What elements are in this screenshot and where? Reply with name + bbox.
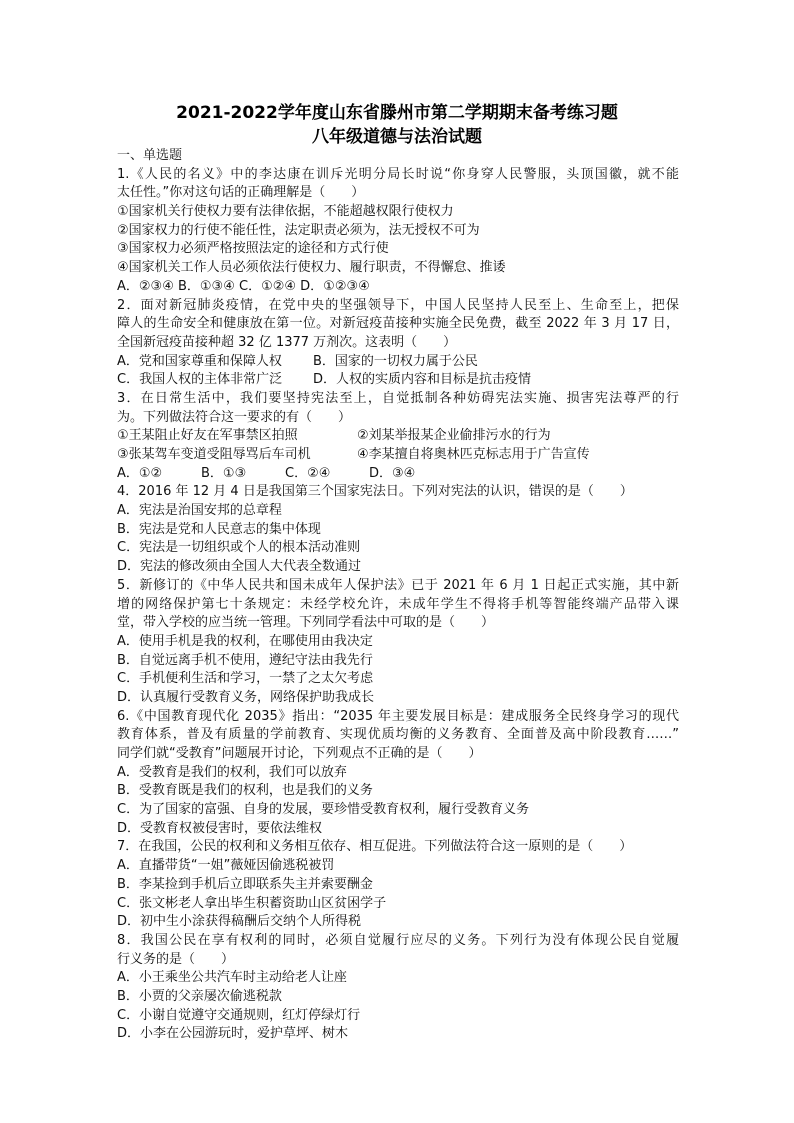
option-c: C．为了国家的富强、自身的发展，要珍惜受教育权利，履行受教育义务 <box>117 802 530 818</box>
option-a: A．直播带货“一姐”薇娅因偷逃税被罚 <box>117 858 335 874</box>
question-6-stem-cont: 同学们就“受教育”问题展开讨论，下列观点不正确的是（ ） <box>117 746 482 761</box>
question-5-stem-cont: 增的网络保护第七十条规定：未经学校允许，未成年学生不得将手机等智能终端产品带入课 <box>117 596 679 612</box>
question-3-statement: ③张某驾车变道受阻辱骂后车司机 <box>117 447 311 462</box>
option-b: B．国家的一切权力属于公民 <box>313 353 478 369</box>
question-7-stem: 7．在我国，公民的权利和义务相互依存、相互促进。下列做法符合这一原则的是（ ） <box>117 839 633 855</box>
question-3-statements-row <box>117 427 679 446</box>
option-b: B．受教育既是我们的权利，也是我们的义务 <box>117 783 373 799</box>
question-1-stem: 1.《人民的名义》中的李达康在训斥光明分局长时说“你身穿人民警服，头顶国徽，就不能 <box>117 166 679 182</box>
question-3-statements-row <box>117 446 679 465</box>
question-1-statement: ③国家权力必须严格按照法定的途径和方式行使 <box>117 241 389 257</box>
option-c: C．小谢自觉遵守交通规则，红灯停绿灯行 <box>117 1007 361 1023</box>
option-d: D．人权的实质内容和目标是抗击疫情 <box>313 372 532 388</box>
option-d: D．③④ <box>369 465 416 481</box>
question-3-statement: ②刘某举报某企业偷排污水的行为 <box>357 428 551 444</box>
document-title: 2021-2022学年度山东省滕州市第二学期期末备考练习题 <box>176 103 618 123</box>
question-1-options: A．②③④ B．①③④ C．①②④ D．①②③④ <box>117 278 370 294</box>
option-c: C．宪法是一切组织或个人的根本活动准则 <box>117 540 361 556</box>
option-a: A．受教育是我们的权利，我们可以放弃 <box>117 764 347 780</box>
question-1-statement: ①国家机关行使权力要有法律依据，不能超越权限行使权力 <box>117 204 454 220</box>
option-d: D．初中生小涂获得稿酬后交纳个人所得税 <box>117 914 362 930</box>
question-2-stem-cont: 全国新冠疫苗接种超 32 亿 1377 万剂次。这表明（ ） <box>117 334 457 350</box>
option-b: B．宪法是党和人民意志的集中体现 <box>117 521 321 537</box>
option-d: D．小李在公园游玩时，爱护草坪、树木 <box>117 1026 349 1042</box>
question-5-stem-cont: 堂，带入学校的应当统一管理。下列同学看法中可取的是（ ） <box>117 615 495 631</box>
option-b: B．自觉远离手机不使用，遵纪守法由我先行 <box>117 652 373 668</box>
question-8-stem-cont: 行义务的是（ ） <box>117 951 235 967</box>
option-c: C．②④ <box>285 465 331 481</box>
question-3-stem-cont: 为。下列做法符合这一要求的有（ ） <box>117 409 352 425</box>
option-d: D．认真履行受教育义务，网络保护助我成长 <box>117 689 375 705</box>
question-3-stem: 3．在日常生活中，我们要坚持宪法至上，自觉抵制各种妨碍宪法实施、损害宪法尊严的行 <box>117 390 679 406</box>
question-4-stem: 4．2016 年 12 月 4 日是我国第三个国家宪法日。下列对宪法的认识，错误的是（ ） <box>117 484 633 500</box>
option-a: A．①② <box>117 465 163 481</box>
question-2-stem: 2．面对新冠肺炎疫情，在党中央的坚强领导下，中国人民坚持人民至上、生命至上，把保 <box>117 297 679 313</box>
question-3-options <box>117 465 679 484</box>
option-c: C．我国人权的主体非常广泛 <box>117 372 283 388</box>
question-6-stem-cont: 教育体系，普及有质量的学前教育、实现优质均衡的义务教育、全面普及高中阶段教育……” <box>117 727 679 743</box>
question-1-statement: ②国家权力的行使不能任性，法定职责必须为，法无授权不可为 <box>117 222 480 238</box>
question-2-options-row <box>117 371 679 390</box>
option-b: B．李某捡到手机后立即联系失主并索要酬金 <box>117 876 373 892</box>
option-a: A．党和国家尊重和保障人权 <box>117 353 282 369</box>
question-list <box>117 147 679 1044</box>
option-d: D．宪法的修改须由全国人大代表全数通过 <box>117 559 362 575</box>
question-2-options-row <box>117 353 679 372</box>
document-subtitle: 八年级道德与法治试题 <box>312 127 482 147</box>
option-b: B．①③ <box>201 465 247 481</box>
question-6-stem: 6.《中国教育现代化 2035》指出：“2035 年主要发展目标是：建成服务全民终身学习的现代 <box>117 708 679 724</box>
option-a: A．使用手机是我的权利，在哪使用由我决定 <box>117 633 373 649</box>
option-d: D．受教育权被侵害时，要依法维权 <box>117 820 323 836</box>
question-5-stem: 5．新修订的《中华人民共和国未成年人保护法》已于 2021 年 6 月 1 日起正式实施，其中新 <box>117 577 679 593</box>
question-1-stem-cont: 太任性。”你对这句话的正确理解是（ ） <box>117 185 365 201</box>
question-3-statement: ①王某阻止好友在军事禁区拍照 <box>117 428 298 444</box>
option-c: C．手机便利生活和学习，一禁了之太欠考虑 <box>117 671 374 687</box>
option-b: B．小贾的父亲屡次偷逃税款 <box>117 988 282 1004</box>
question-8-stem: 8．我国公民在享有权利的同时，必须自觉履行应尽的义务。下列行为没有体现公民自觉履 <box>117 932 679 948</box>
option-c: C．张文彬老人拿出毕生积蓄资助山区贫困学子 <box>117 895 387 911</box>
question-2-stem-cont: 障人的生命安全和健康放在第一位。对新冠疫苗接种实施全民免费，截至 2022 年 3 月 17 日， <box>117 316 679 332</box>
question-3-statement: ④李某擅自将奥林匹克标志用于广告宣传 <box>357 447 590 462</box>
option-a: A．小王乘坐公共汽车时主动给老人让座 <box>117 970 347 986</box>
question-1-statement: ④国家机关工作人员必须依法行使权力、履行职责，不得懈怠、推诿 <box>117 260 506 276</box>
option-a: A．宪法是治国安邦的总章程 <box>117 503 282 519</box>
section-heading: 一、单选题 <box>117 148 183 163</box>
